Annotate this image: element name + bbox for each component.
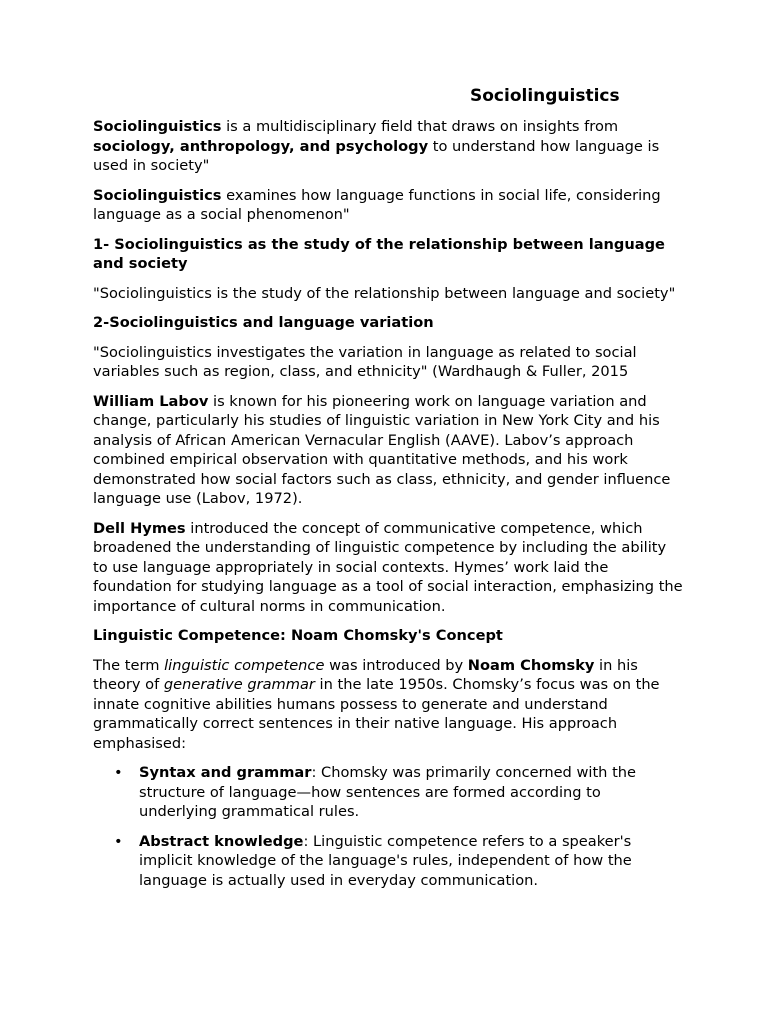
bold-term: sociology, anthropology, and psychology — [93, 137, 429, 155]
paragraph-text: examines how language functions in social life, considering language as a social phenomenon" — [93, 186, 661, 223]
labov-paragraph — [93, 392, 683, 509]
document-page — [93, 84, 683, 900]
list-item — [93, 763, 683, 822]
bullet-marker: • — [114, 832, 123, 850]
paragraph-text: was introduced by — [324, 656, 468, 674]
paragraph-text: in the late 1950s. Chomsky’s focus was on the innate cognitive abilities humans possess to generate and understand grammatically correct sentences in their native language. His approach emphasised: — [93, 676, 660, 752]
section-heading-3: Linguistic Competence: Noam Chomsky's Concept — [93, 627, 503, 644]
document-title: Sociolinguistics — [470, 86, 620, 106]
list-item-text: : Linguistic competence refers to a speaker's implicit knowledge of the language's rules, independent of how the language is actually used in everyday communication. — [139, 832, 632, 889]
paragraph-text: to understand how language is used in society" — [93, 137, 660, 174]
person-name: William Labov — [93, 392, 209, 410]
quote-paragraph-1: "Sociolinguistics is the study of the relationship between language and society" — [93, 284, 676, 302]
person-name: Noam Chomsky — [467, 656, 595, 674]
list-item — [93, 832, 683, 891]
paragraph-text: is known for his pioneering work on language variation and change, particularly his studies of linguistic variation in New York City and his analysis of African American Vernacular English (AAVE). Labov’s approach combined empirical observation with quantitative methods, and his work demonstrated how social factors such as class, ethnicity, and gender influence language use (Labov, 1972). — [93, 392, 671, 507]
bold-term: Sociolinguistics — [93, 186, 222, 204]
bullet-marker: • — [114, 764, 123, 781]
definition-paragraph — [93, 186, 683, 225]
bold-term: Sociolinguistics — [93, 118, 222, 135]
paragraph-text: The term — [93, 656, 165, 674]
paragraph-text: introduced the concept of communicative competence, which broadened the understanding of linguistic competence by including the ability to use language appropriately in social contexts. Hymes’ work laid the foundation for studying language as a tool of social interaction, emphasizing the importance of cultural norms in communication. — [93, 519, 683, 615]
italic-term: linguistic competence — [164, 656, 325, 674]
bold-term: Syntax and grammar — [139, 764, 312, 781]
paragraph-text: in his theory of — [93, 656, 638, 693]
section-heading-2: 2-Sociolinguistics and language variation — [93, 314, 434, 331]
italic-term: generative grammar — [163, 676, 315, 693]
bold-term: Abstract knowledge — [139, 832, 304, 850]
list-item-text: : Chomsky was primarily concerned with the structure of language—how sentences are formed according to underlying grammatical rules. — [139, 764, 637, 820]
hymes-paragraph — [93, 519, 683, 617]
bullet-list — [93, 763, 683, 890]
paragraph-text: is a multidisciplinary field that draws on insights from — [221, 118, 619, 135]
intro-paragraph — [93, 117, 683, 176]
section-heading-1: 1- Sociolinguistics as the study of the relationship between language and society — [93, 235, 665, 272]
chomsky-paragraph — [93, 656, 683, 754]
quote-paragraph-2: "Sociolinguistics investigates the variation in language as related to social variables such as region, class, and ethnicity" (Wardhaugh & Fuller, 2015 — [93, 343, 637, 380]
person-name: Dell Hymes — [93, 519, 186, 537]
